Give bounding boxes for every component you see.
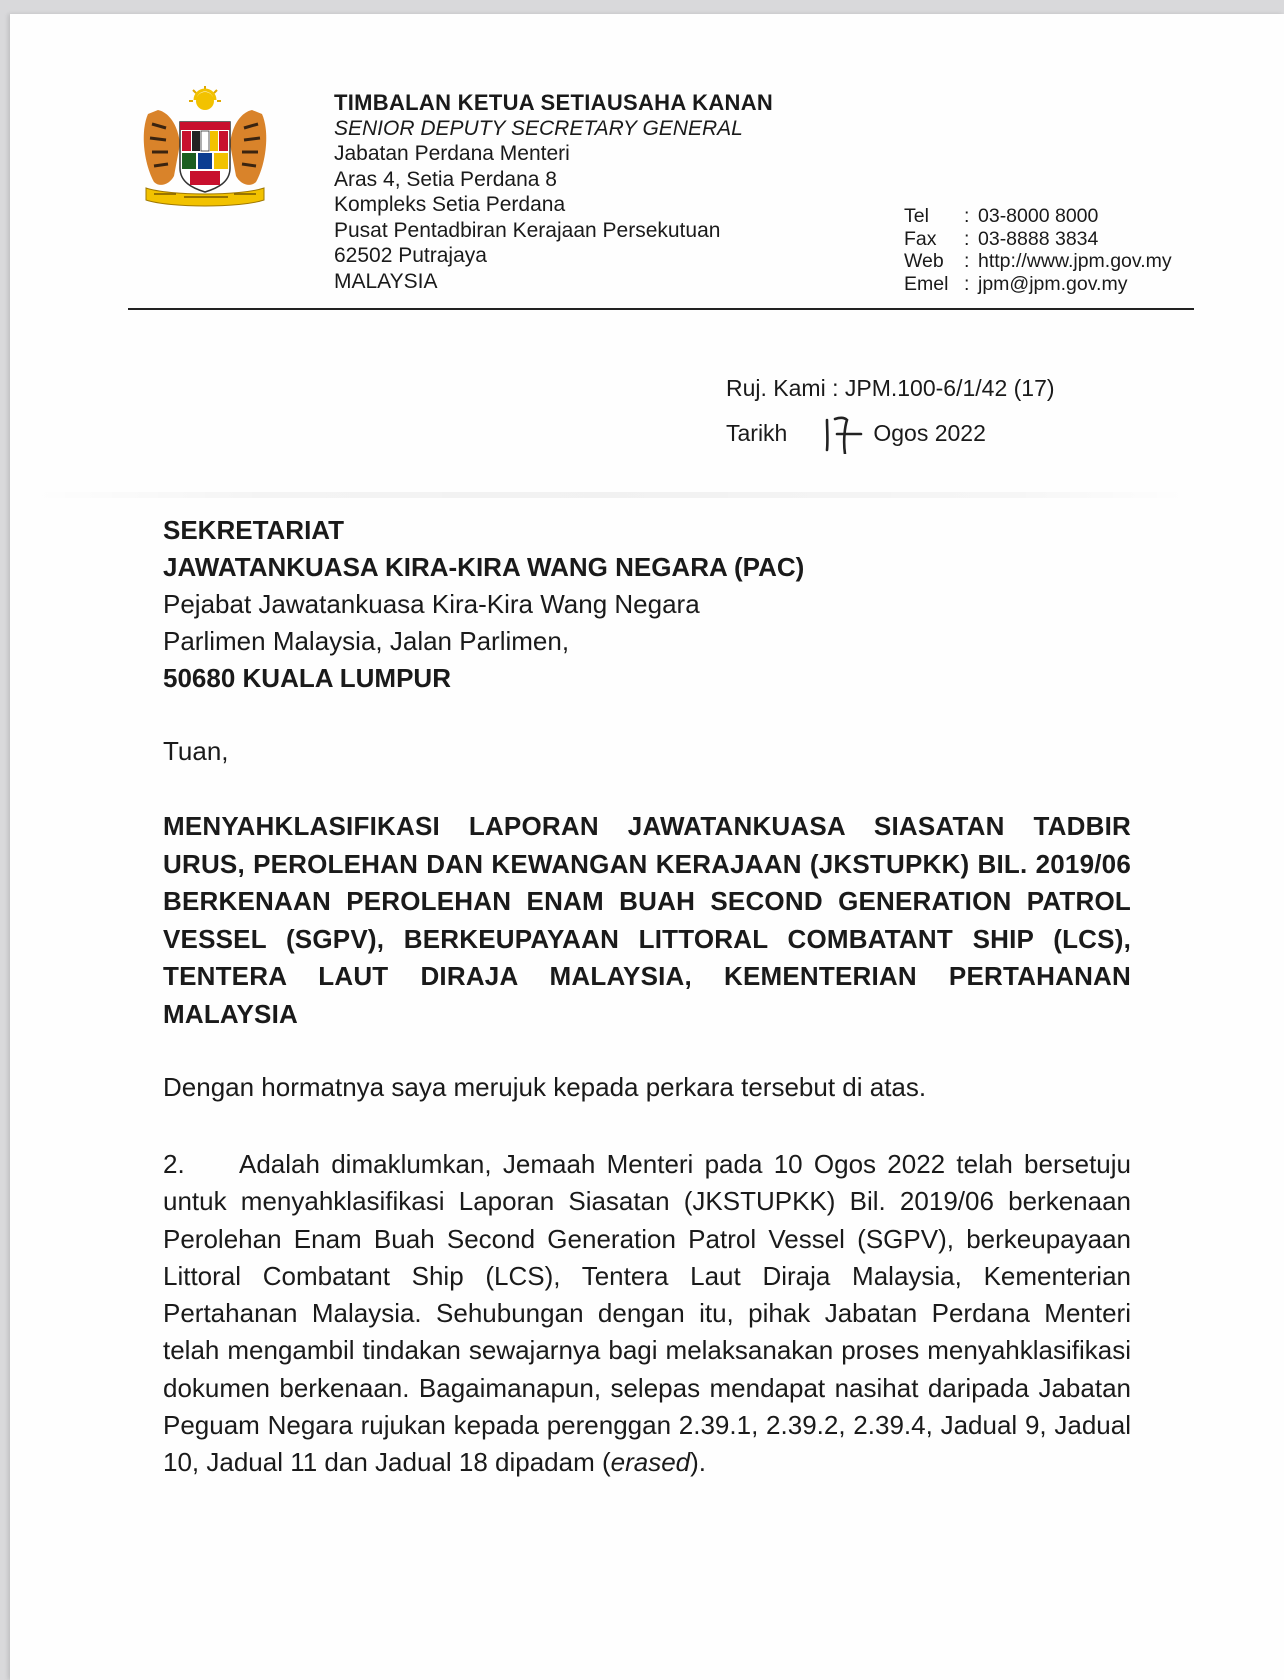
address-line: Aras 4, Setia Perdana 8 <box>334 167 557 191</box>
address-line: Kompleks Setia Perdana <box>334 193 566 216</box>
contact-value: http://www.jpm.gov.my <box>978 250 1172 272</box>
contact-email <box>904 273 1172 296</box>
recipient-line: Pejabat Jawatankuasa Kira-Kira Wang Negara <box>163 589 700 619</box>
recipient-address <box>163 512 804 697</box>
paragraph-2 <box>163 1146 1131 1482</box>
reference-line <box>726 366 1055 411</box>
contact-separator: : <box>964 205 970 227</box>
subject-heading: MENYAHKLASIFIKASI LAPORAN JAWATANKUASA SIASATAN TADBIR URUS, PEROLEHAN DAN KEWANGAN KERAJAAN (JKSTUPKK) BIL. 2019/06 BERKENAAN PEROLEHAN ENAM BUAH SECOND GENERATION PATROL VESSEL (SGPV), BERKEUPAYAAN LITTORAL COMBATANT SHIP (LCS), TENTERA LAUT DIRAJA MALAYSIA, KEMENTERIAN PERTAHANAN MALAYSIA <box>163 811 1131 1029</box>
letterhead <box>334 90 773 294</box>
reference-label: Ruj. Kami : <box>726 375 839 401</box>
paragraph-text: Adalah dimaklumkan, Jemaah Menteri pada 10 Ogos 2022 telah bersetuju untuk menyahklasifikasi Laporan Siasatan (JKSTUPKK) Bil. 2019/06 berkenaan Perolehan Enam Buah Second Generation Patrol Vessel (SGPV), berkeupayaan Littoral Combatant Ship (LCS), Tentera Laut Diraja Malaysia, Kementerian Pertahanan Malaysia. Sehubungan dengan itu, pihak Jabatan Perdana Menteri telah mengambil tindakan sewajarnya bagi melaksanakan proses menyahklasifikasi dokumen berkenaan. Bagaimanapun, selepas mendapat nasihat daripada Jabatan Peguam Negara rujukan kepada perenggan 2.39.1, 2.39.2, 2.39.4, Jadual 9, Jadual 10, Jadual 11 dan Jadual 18 dipadam ( <box>163 1149 1131 1478</box>
date-value: Ogos 2022 <box>873 420 986 446</box>
paragraph-1: Dengan hormatnya saya merujuk kepada perkara tersebut di atas. <box>163 1072 927 1102</box>
contact-label: Fax <box>904 227 937 250</box>
reference-block <box>726 366 1055 456</box>
contact-label: Emel <box>904 272 949 295</box>
contact-separator: : <box>964 272 970 295</box>
handwritten-day <box>823 414 871 454</box>
recipient-line: JAWATANKUASA KIRA-KIRA WANG NEGARA (PAC) <box>163 552 805 582</box>
contact-label: Tel <box>904 205 929 227</box>
contact-separator: : <box>964 227 970 250</box>
date-label: Tarikh <box>726 420 788 446</box>
recipient-line: SEKRETARIAT <box>163 515 345 545</box>
contact-tel <box>904 205 1172 228</box>
date-line <box>726 411 1055 456</box>
contact-separator: : <box>964 250 970 272</box>
salutation: Tuan, <box>163 736 229 766</box>
contact-value: jpm@jpm.gov.my <box>978 272 1128 295</box>
coat-of-arms-logo <box>140 84 270 216</box>
contact-web <box>904 250 1172 273</box>
address-line: Jabatan Perdana Menteri <box>334 142 570 165</box>
paragraph-italic-term: erased <box>610 1447 691 1478</box>
paragraph-end: ). <box>690 1447 707 1478</box>
reference-value: JPM.100-6/1/42 (17) <box>844 375 1055 401</box>
header-divider <box>128 308 1194 310</box>
contact-fax <box>904 228 1172 251</box>
paragraph-number: 2. <box>163 1149 185 1179</box>
contact-block <box>904 205 1172 295</box>
letterhead-title: TIMBALAN KETUA SETIAUSAHA KANAN <box>334 90 774 115</box>
address-line: 62502 Putrajaya <box>334 244 487 267</box>
letterhead-subtitle: SENIOR DEPUTY SECRETARY GENERAL <box>334 116 743 140</box>
address-line: MALAYSIA <box>334 269 438 293</box>
contact-label: Web <box>904 250 944 272</box>
contact-value: 03-8888 3834 <box>978 227 1099 250</box>
contact-value: 03-8000 8000 <box>978 205 1099 227</box>
scan-artifact <box>30 492 1190 498</box>
recipient-line: 50680 KUALA LUMPUR <box>163 663 451 693</box>
address-line: Pusat Pentadbiran Kerajaan Persekutuan <box>334 218 721 242</box>
recipient-line: Parlimen Malaysia, Jalan Parlimen, <box>163 626 570 656</box>
